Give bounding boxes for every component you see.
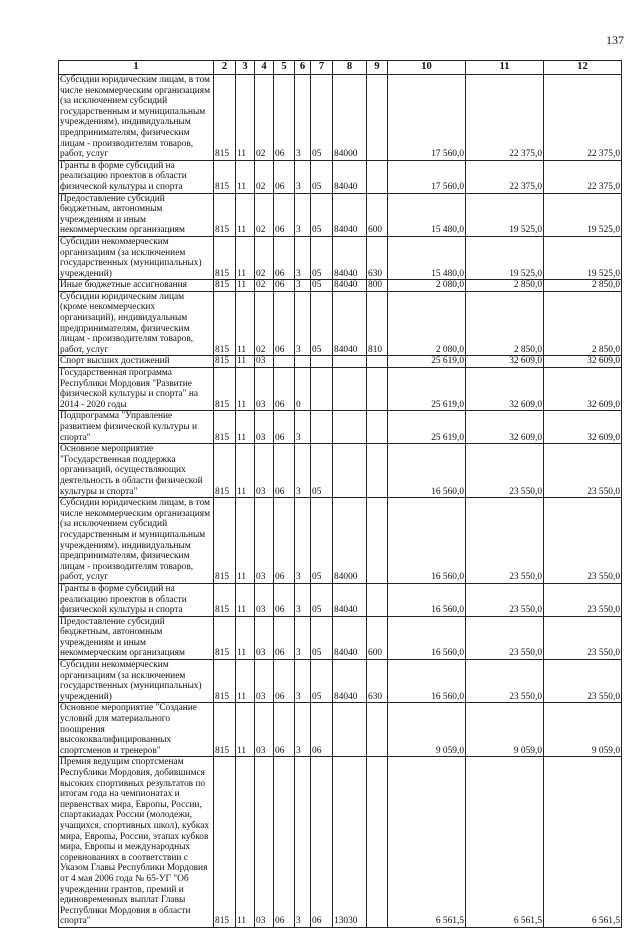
section-code: 11: [236, 280, 255, 292]
section-code: 11: [236, 291, 255, 356]
subsection-code: 02: [255, 193, 274, 236]
table-row: [59, 660, 622, 703]
amount-2019: 19 525,0: [466, 193, 544, 236]
program-code: 06: [274, 291, 295, 356]
expense-type-code: 800: [367, 280, 388, 292]
amount-2020: 19 525,0: [544, 236, 622, 279]
section-code: 11: [236, 757, 255, 928]
amount-2020: 32 609,0: [544, 411, 622, 444]
amount-2018: 6 561,5: [388, 757, 466, 928]
subprogram-code: 3: [295, 75, 311, 161]
table-row: [59, 236, 622, 279]
expense-type-code: [367, 75, 388, 161]
subsection-code: 03: [255, 583, 274, 616]
subsection-code: 03: [255, 368, 274, 411]
event-code: 05: [311, 660, 333, 703]
subprogram-code: 3: [295, 291, 311, 356]
amount-2020: 6 561,5: [544, 757, 622, 928]
budget-item-name: Субсидии юридическим лицам (кроме некоммерческих организаций), индивидуальным предпринимателям, физическим лицам - производителям товаров, работ, услуг: [59, 291, 214, 356]
amount-2019: 23 550,0: [466, 498, 544, 584]
section-code: 11: [236, 193, 255, 236]
subsection-code: 03: [255, 356, 274, 368]
ministry-code: 815: [214, 280, 236, 292]
program-code: 06: [274, 193, 295, 236]
ministry-code: 815: [214, 411, 236, 444]
section-code: 11: [236, 616, 255, 659]
amount-2019: 23 550,0: [466, 444, 544, 498]
section-code: 11: [236, 660, 255, 703]
subprogram-code: 3: [295, 411, 311, 444]
event-code: 06: [311, 703, 333, 757]
direction-code: 84000: [333, 498, 367, 584]
table-row: [59, 368, 622, 411]
ministry-code: 815: [214, 368, 236, 411]
amount-2018: 15 480,0: [388, 193, 466, 236]
subprogram-code: 3: [295, 160, 311, 193]
amount-2019: 22 375,0: [466, 75, 544, 161]
ministry-code: 815: [214, 757, 236, 928]
amount-2018: 16 560,0: [388, 583, 466, 616]
amount-2018: 16 560,0: [388, 498, 466, 584]
amount-2019: 2 850,0: [466, 291, 544, 356]
amount-2020: 32 609,0: [544, 368, 622, 411]
section-code: 11: [236, 368, 255, 411]
event-code: 05: [311, 193, 333, 236]
expense-type-code: [367, 757, 388, 928]
direction-code: 13030: [333, 757, 367, 928]
expense-type-code: [367, 368, 388, 411]
ministry-code: 815: [214, 236, 236, 279]
subsection-code: 03: [255, 703, 274, 757]
table-row: [59, 411, 622, 444]
ministry-code: 815: [214, 444, 236, 498]
expense-type-code: 600: [367, 616, 388, 659]
section-code: 11: [236, 356, 255, 368]
section-code: 11: [236, 160, 255, 193]
direction-code: 84040: [333, 236, 367, 279]
section-code: 11: [236, 444, 255, 498]
amount-2018: 25 619,0: [388, 368, 466, 411]
subsection-code: 02: [255, 75, 274, 161]
direction-code: 84040: [333, 160, 367, 193]
amount-2020: 23 550,0: [544, 616, 622, 659]
column-header: 5: [274, 61, 295, 75]
direction-code: 84040: [333, 660, 367, 703]
table-row: [59, 75, 622, 161]
amount-2019: 2 850,0: [466, 280, 544, 292]
amount-2019: 9 059,0: [466, 703, 544, 757]
amount-2020: 22 375,0: [544, 160, 622, 193]
subprogram-code: 3: [295, 757, 311, 928]
subprogram-code: 3: [295, 660, 311, 703]
amount-2018: 9 059,0: [388, 703, 466, 757]
direction-code: 84040: [333, 280, 367, 292]
program-code: 06: [274, 368, 295, 411]
table-row: [59, 291, 622, 356]
amount-2020: 23 550,0: [544, 498, 622, 584]
direction-code: [333, 356, 367, 368]
table-row: [59, 444, 622, 498]
amount-2020: 23 550,0: [544, 583, 622, 616]
subprogram-code: 0: [295, 368, 311, 411]
column-header: 2: [214, 61, 236, 75]
ministry-code: 815: [214, 291, 236, 356]
column-header: 12: [544, 61, 622, 75]
table-row: [59, 193, 622, 236]
event-code: 05: [311, 236, 333, 279]
budget-item-name: Предоставление субсидий бюджетным, автономным учреждениям и иным некоммерческим организациям: [59, 616, 214, 659]
column-header: 3: [236, 61, 255, 75]
subsection-code: 02: [255, 280, 274, 292]
budget-item-name: Спорт высших достижений: [59, 356, 214, 368]
program-code: 06: [274, 703, 295, 757]
amount-2018: 2 080,0: [388, 291, 466, 356]
column-header: 11: [466, 61, 544, 75]
column-header: 10: [388, 61, 466, 75]
table-row: [59, 616, 622, 659]
subsection-code: 03: [255, 616, 274, 659]
ministry-code: 815: [214, 498, 236, 584]
column-header: 6: [295, 61, 311, 75]
column-header: 4: [255, 61, 274, 75]
budget-item-name: Субсидии некоммерческим организациям (за исключением государственных (муниципальных) учреждений): [59, 660, 214, 703]
expense-type-code: [367, 703, 388, 757]
section-code: 11: [236, 411, 255, 444]
program-code: 06: [274, 160, 295, 193]
subsection-code: 02: [255, 291, 274, 356]
budget-item-name: Иные бюджетные ассигнования: [59, 280, 214, 292]
amount-2019: 23 550,0: [466, 660, 544, 703]
direction-code: 84040: [333, 616, 367, 659]
ministry-code: 815: [214, 193, 236, 236]
program-code: 06: [274, 75, 295, 161]
table-row: [59, 757, 622, 928]
direction-code: 84040: [333, 291, 367, 356]
amount-2020: 23 550,0: [544, 660, 622, 703]
ministry-code: 815: [214, 356, 236, 368]
section-code: 11: [236, 583, 255, 616]
column-header: 7: [311, 61, 333, 75]
budget-item-name: Государственная программа Республики Мордовия "Развитие физической культуры и спорта" на 2014 - 2020 годы: [59, 368, 214, 411]
event-code: 05: [311, 280, 333, 292]
ministry-code: 815: [214, 703, 236, 757]
ministry-code: 815: [214, 160, 236, 193]
amount-2018: 25 619,0: [388, 356, 466, 368]
amount-2018: 15 480,0: [388, 236, 466, 279]
event-code: 05: [311, 291, 333, 356]
program-code: 06: [274, 280, 295, 292]
expense-type-code: [367, 583, 388, 616]
event-code: 05: [311, 616, 333, 659]
budget-item-name: Подпрограмма "Управление развитием физической культуры и спорта": [59, 411, 214, 444]
expense-type-code: [367, 356, 388, 368]
event-code: 05: [311, 160, 333, 193]
program-code: [274, 356, 295, 368]
budget-item-name: Гранты в форме субсидий на реализацию проектов в области физической культуры и спорта: [59, 583, 214, 616]
subsection-code: 03: [255, 411, 274, 444]
expense-type-code: 630: [367, 236, 388, 279]
column-header: 8: [333, 61, 367, 75]
table-row: [59, 356, 622, 368]
program-code: 06: [274, 498, 295, 584]
program-code: 06: [274, 583, 295, 616]
budget-item-name: Субсидии юридическим лицам, в том числе некоммерческим организациям (за исключением субсидий государственным и муниципальным учреждениям), индивидуальным предпринимателям, физическим лицам - производителям товаров, работ, услуг: [59, 75, 214, 161]
program-code: 06: [274, 616, 295, 659]
event-code: 05: [311, 498, 333, 584]
budget-item-name: Предоставление субсидий бюджетным, автономным учреждениям и иным некоммерческим организациям: [59, 193, 214, 236]
amount-2019: 23 550,0: [466, 583, 544, 616]
subprogram-code: [295, 356, 311, 368]
ministry-code: 815: [214, 75, 236, 161]
event-code: 05: [311, 444, 333, 498]
subprogram-code: 3: [295, 193, 311, 236]
event-code: 06: [311, 757, 333, 928]
program-code: 06: [274, 660, 295, 703]
budget-table: [58, 60, 622, 928]
amount-2019: 32 609,0: [466, 356, 544, 368]
subprogram-code: 3: [295, 280, 311, 292]
direction-code: 84040: [333, 583, 367, 616]
amount-2019: 6 561,5: [466, 757, 544, 928]
direction-code: 84000: [333, 75, 367, 161]
event-code: [311, 356, 333, 368]
event-code: 05: [311, 583, 333, 616]
amount-2020: 2 850,0: [544, 291, 622, 356]
program-code: 06: [274, 757, 295, 928]
expense-type-code: 600: [367, 193, 388, 236]
page-number: 137: [606, 33, 624, 47]
subsection-code: 02: [255, 236, 274, 279]
expense-type-code: [367, 498, 388, 584]
header-row: [59, 61, 622, 75]
program-code: 06: [274, 236, 295, 279]
amount-2020: 2 850,0: [544, 280, 622, 292]
event-code: [311, 411, 333, 444]
budget-item-name: Основное мероприятие "Государственная поддержка организаций, осуществляющих деятельность в области физической культуры и спорта": [59, 444, 214, 498]
amount-2020: 22 375,0: [544, 75, 622, 161]
table-row: [59, 583, 622, 616]
amount-2018: 25 619,0: [388, 411, 466, 444]
amount-2020: 9 059,0: [544, 703, 622, 757]
program-code: 06: [274, 411, 295, 444]
expense-type-code: [367, 444, 388, 498]
event-code: 05: [311, 75, 333, 161]
budget-item-name: Основное мероприятие "Создание условий для материального поощрения высококвалифицированных спортсменов и тренеров": [59, 703, 214, 757]
section-code: 11: [236, 498, 255, 584]
ministry-code: 815: [214, 583, 236, 616]
amount-2018: 16 560,0: [388, 444, 466, 498]
amount-2019: 22 375,0: [466, 160, 544, 193]
budget-item-name: Субсидии некоммерческим организациям (за исключением государственных (муниципальных) учреждений): [59, 236, 214, 279]
expense-type-code: 810: [367, 291, 388, 356]
subprogram-code: 3: [295, 498, 311, 584]
table-body: [59, 75, 622, 928]
table-row: [59, 498, 622, 584]
subsection-code: 03: [255, 757, 274, 928]
expense-type-code: 630: [367, 660, 388, 703]
table-row: [59, 160, 622, 193]
subprogram-code: 3: [295, 583, 311, 616]
subsection-code: 03: [255, 498, 274, 584]
amount-2019: 19 525,0: [466, 236, 544, 279]
amount-2020: 19 525,0: [544, 193, 622, 236]
subprogram-code: 3: [295, 703, 311, 757]
amount-2018: 17 560,0: [388, 160, 466, 193]
direction-code: [333, 411, 367, 444]
program-code: 06: [274, 444, 295, 498]
direction-code: [333, 703, 367, 757]
budget-item-name: Субсидии юридическим лицам, в том числе некоммерческим организациям (за исключением субсидий государственным и муниципальным учреждениям), индивидуальным предпринимателям, физическим лицам - производителям товаров, работ, услуг: [59, 498, 214, 584]
subsection-code: 03: [255, 660, 274, 703]
amount-2018: 16 560,0: [388, 660, 466, 703]
column-header: 9: [367, 61, 388, 75]
direction-code: 84040: [333, 193, 367, 236]
event-code: [311, 368, 333, 411]
subprogram-code: 3: [295, 616, 311, 659]
amount-2018: 2 080,0: [388, 280, 466, 292]
amount-2018: 16 560,0: [388, 616, 466, 659]
section-code: 11: [236, 236, 255, 279]
direction-code: [333, 368, 367, 411]
budget-item-name: Премия ведущим спортсменам Республики Мордовия, добившимся высоких спортивных результатов по итогам года на чемпионатах и первенствах мира, Европы, России, спартакиадах России (молодежи, учащихся, спортивных школ), кубках мира, Европы, России, этапах кубков мира, Европы и международных соревнованиях в соответствии с Указом Главы Республики Мордовия от 4 мая 2006 года № 65-УГ "Об учреждении грантов, премий и единовременных выплат Главы Республики Мордовия в области спорта": [59, 757, 214, 928]
budget-item-name: Гранты в форме субсидий на реализацию проектов в области физической культуры и спорта: [59, 160, 214, 193]
subsection-code: 03: [255, 444, 274, 498]
amount-2019: 32 609,0: [466, 368, 544, 411]
subprogram-code: 3: [295, 236, 311, 279]
direction-code: [333, 444, 367, 498]
column-header: 1: [59, 61, 214, 75]
amount-2018: 17 560,0: [388, 75, 466, 161]
amount-2019: 32 609,0: [466, 411, 544, 444]
amount-2019: 23 550,0: [466, 616, 544, 659]
table-row: [59, 280, 622, 292]
section-code: 11: [236, 703, 255, 757]
ministry-code: 815: [214, 616, 236, 659]
expense-type-code: [367, 160, 388, 193]
table-row: [59, 703, 622, 757]
amount-2020: 23 550,0: [544, 444, 622, 498]
subsection-code: 02: [255, 160, 274, 193]
amount-2020: 32 609,0: [544, 356, 622, 368]
ministry-code: 815: [214, 660, 236, 703]
subprogram-code: 3: [295, 444, 311, 498]
expense-type-code: [367, 411, 388, 444]
section-code: 11: [236, 75, 255, 161]
